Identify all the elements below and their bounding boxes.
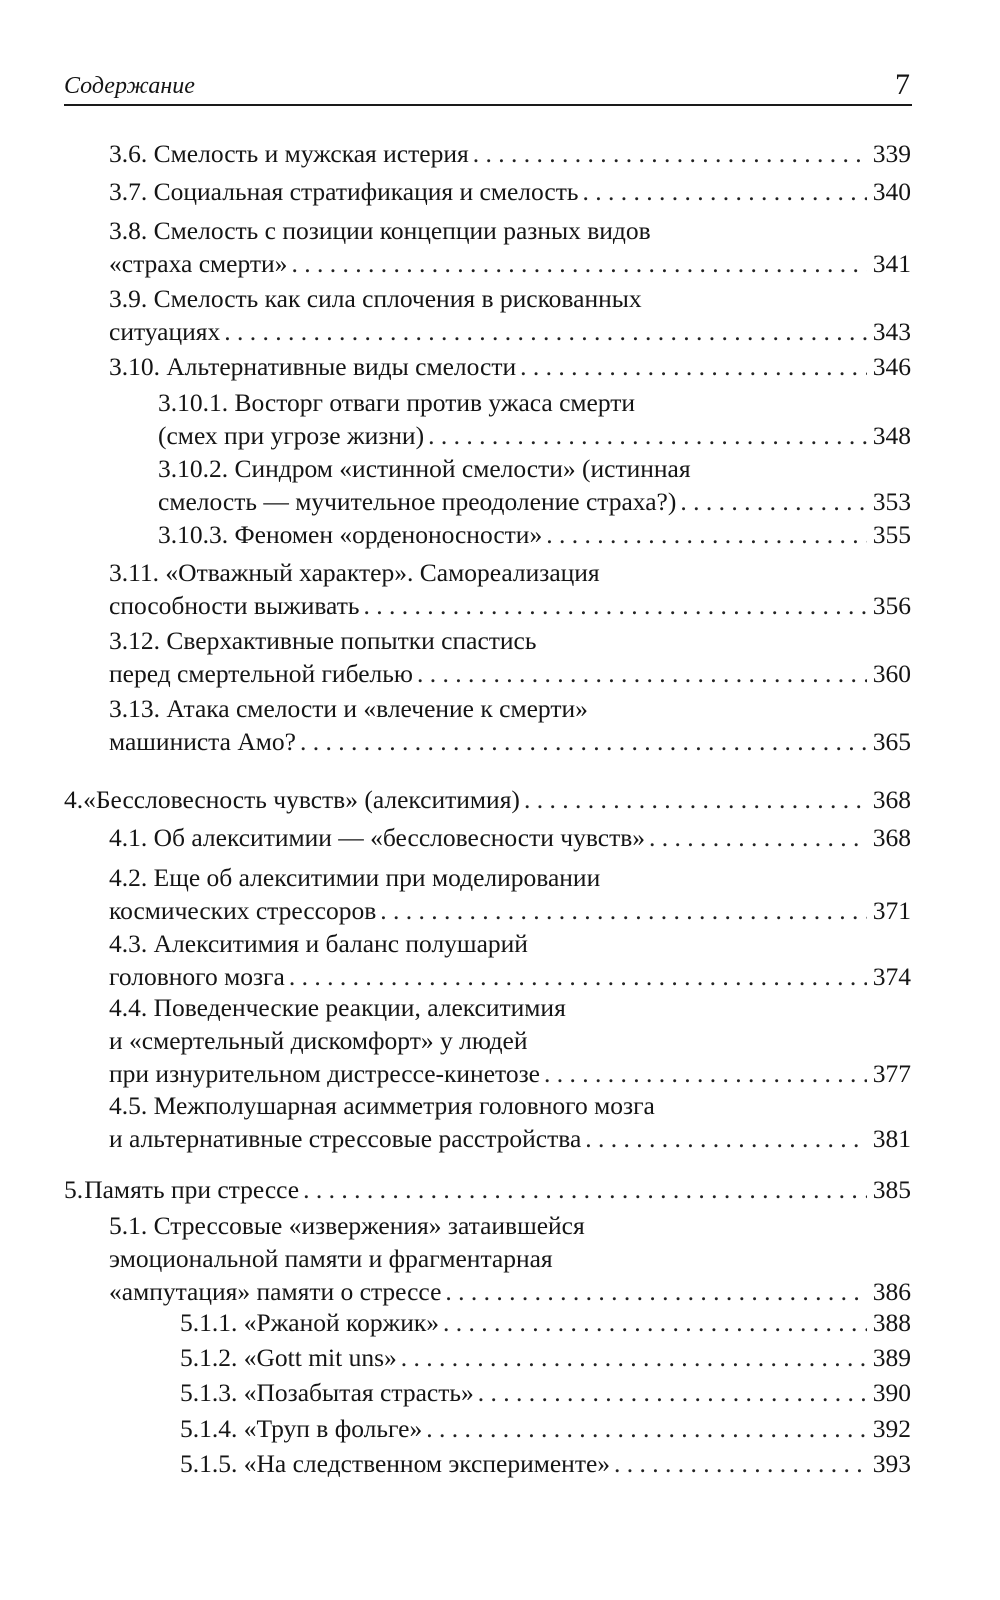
toc-entry-title: 5.1.3. «Позабытая страсть» — [180, 1378, 474, 1407]
toc-entry-5-1-4[interactable] — [180, 1412, 911, 1445]
toc-entry-title: 5.1.1. «Ржаной коржик» — [180, 1308, 440, 1337]
toc-page-number: 388 — [872, 1308, 911, 1337]
dot-leader — [445, 1275, 866, 1308]
toc-entry-title-cont: ситуациях — [109, 317, 221, 346]
toc-entry-title-cont: при изнурительном дистрессе-кинетозе — [109, 1059, 540, 1088]
toc-entry-title: 4.4. Поведенческие реакции, алекситимия — [109, 993, 566, 1022]
dot-leader — [428, 419, 867, 452]
running-title: Содержание — [64, 73, 195, 99]
toc-entry-title: 5.1.4. «Труп в фольге» — [180, 1414, 423, 1443]
toc-entry-title-cont: «страха смерти» — [109, 249, 288, 278]
toc-entry-title-cont: космических стрессоров — [109, 896, 377, 925]
toc-entry-title: 3.12. Сверхактивные попытки спастись — [109, 626, 537, 655]
toc-entry-3-12[interactable] — [109, 624, 911, 690]
toc-entry-title: 4.2. Еще об алекситимии при моделировании — [109, 863, 601, 892]
toc-page-number: 365 — [872, 727, 911, 756]
toc-entry-5-1-5[interactable] — [180, 1447, 911, 1480]
toc-page-number: 392 — [872, 1414, 911, 1443]
toc-page-number: 393 — [872, 1449, 911, 1478]
dot-leader — [546, 518, 867, 551]
toc-entry-3-10[interactable] — [109, 350, 911, 383]
chapter-number: 5. — [64, 1175, 84, 1204]
toc-page-number: 386 — [872, 1277, 911, 1306]
page-number: 7 — [895, 68, 910, 101]
toc-page-number: 381 — [872, 1124, 911, 1153]
dot-leader — [478, 1376, 867, 1409]
toc-entry-title-cont: и альтернативные стрессовые расстройства — [109, 1124, 582, 1153]
toc-entry-4-5[interactable] — [109, 1089, 911, 1155]
toc-page-number: 340 — [872, 177, 911, 206]
toc-entry-4-2[interactable] — [109, 861, 911, 927]
toc-page-number: 377 — [872, 1059, 911, 1088]
toc-page-number: 371 — [872, 896, 911, 925]
toc-entry-title: 4.3. Алекситимия и баланс полушарий — [109, 929, 528, 958]
toc-page-number: 348 — [872, 421, 911, 450]
toc-page-number: 341 — [872, 249, 911, 278]
toc-entry-title-cont: и «смертельный дискомфорт» у людей — [109, 1026, 528, 1055]
toc-entry-title: 3.6. Смелость и мужская истерия — [109, 139, 469, 168]
dot-leader — [585, 1122, 866, 1155]
toc-entry-3-9[interactable] — [109, 282, 911, 348]
toc-page-number: 390 — [872, 1378, 911, 1407]
toc-page-number: 355 — [872, 520, 911, 549]
toc-entry-title: 3.10. Альтернативные виды смелости — [109, 352, 517, 381]
toc-entry-title-cont: головного мозга — [109, 962, 285, 991]
toc-page-number: 356 — [872, 591, 911, 620]
toc-page-number: 343 — [872, 317, 911, 346]
toc-page-number: 389 — [872, 1343, 911, 1372]
dot-leader — [520, 350, 867, 383]
dot-leader — [583, 175, 867, 208]
dot-leader — [363, 589, 866, 622]
toc-page-number: 360 — [872, 659, 911, 688]
toc-entry-4-1[interactable] — [109, 821, 911, 854]
toc-page-number: 353 — [872, 487, 911, 516]
toc-entry-3-11[interactable] — [109, 556, 911, 622]
toc-entry-3-10-3[interactable] — [158, 518, 911, 551]
dot-leader — [649, 821, 867, 854]
toc-entry-3-10-2[interactable] — [158, 452, 911, 518]
toc-chapter-4[interactable] — [64, 783, 911, 816]
toc-page-number: 368 — [872, 785, 911, 814]
toc-entry-title: 4.5. Межполушарная асимметрия головного мозга — [109, 1091, 655, 1120]
toc-entry-title: 5.1.2. «Gott mit uns» — [180, 1343, 397, 1372]
toc-page-number: 339 — [872, 139, 911, 168]
toc-entry-title: 3.10.2. Синдром «истинной смелости» (истинная — [158, 454, 691, 483]
toc-entry-4-4[interactable] — [109, 991, 911, 1090]
dot-leader — [380, 894, 867, 927]
toc-entry-5-1[interactable] — [109, 1209, 911, 1308]
toc-chapter-5[interactable] — [64, 1173, 911, 1206]
dot-leader — [524, 783, 867, 816]
dot-leader — [291, 247, 866, 280]
toc-entry-title-cont: машиниста Амо? — [109, 727, 296, 756]
toc-entry-title: 3.13. Атака смелости и «влечение к смерти» — [109, 694, 588, 723]
toc-entry-5-1-1[interactable] — [180, 1306, 911, 1339]
toc-entry-title: 4.1. Об алекситимии — «бессловесности чувств» — [109, 823, 646, 852]
toc-page-number: 368 — [872, 823, 911, 852]
dot-leader — [544, 1057, 867, 1090]
chapter-number: 4. — [64, 785, 84, 814]
dot-leader — [473, 137, 867, 170]
toc-entry-title: 5.1. Стрессовые «извержения» затаившейся — [109, 1211, 585, 1240]
toc-entry-title-cont: эмоциональной памяти и фрагментарная — [109, 1244, 553, 1273]
dot-leader — [614, 1447, 867, 1480]
dot-leader — [224, 315, 866, 348]
dot-leader — [300, 725, 867, 758]
dot-leader — [401, 1341, 867, 1374]
toc-entry-title: 3.9. Смелость как сила сплочения в рискованных — [109, 284, 642, 313]
toc-entry-title-cont: способности выживать — [109, 591, 360, 620]
toc-entry-title: 3.10.1. Восторг отваги против ужаса смерти — [158, 388, 636, 417]
toc-entry-3-10-1[interactable] — [158, 386, 911, 452]
toc-entry-5-1-3[interactable] — [180, 1376, 911, 1409]
toc-page-number: 346 — [872, 352, 911, 381]
toc-page-number: 385 — [872, 1175, 911, 1204]
toc-entry-title-cont: (смех при угрозе жизни) — [158, 421, 425, 450]
dot-leader — [680, 485, 866, 518]
toc-entry-title: 3.11. «Отважный характер». Самореализация — [109, 558, 600, 587]
toc-entry-title-cont: смелость — мучительное преодоление страха?) — [158, 487, 677, 516]
toc-entry-title: 3.8. Смелость с позиции концепции разных видов — [109, 216, 651, 245]
toc-entry-title: 3.7. Социальная стратификация и смелость — [109, 177, 579, 206]
toc-page-number: 374 — [872, 962, 911, 991]
toc-entry-title: «Бессловесность чувств» (алекситимия) — [83, 785, 520, 814]
toc-entry-title: 3.10.3. Феномен «орденоносности» — [158, 520, 543, 549]
toc-entry-3-7[interactable] — [109, 175, 911, 208]
toc-entry-5-1-2[interactable] — [180, 1341, 911, 1374]
toc-entry-title: Память при стрессе — [84, 1175, 300, 1204]
dot-leader — [303, 1173, 867, 1206]
toc-entry-title: 5.1.5. «На следственном эксперименте» — [180, 1449, 611, 1478]
toc-entry-3-13[interactable] — [109, 692, 911, 758]
toc-entry-title-cont: «ампутация» памяти о стрессе — [109, 1277, 442, 1306]
dot-leader — [426, 1412, 867, 1445]
toc-entry-3-6[interactable] — [109, 137, 911, 170]
dot-leader — [417, 657, 867, 690]
dot-leader — [443, 1306, 867, 1339]
dot-leader — [289, 960, 867, 993]
toc-entry-4-3[interactable] — [109, 927, 911, 993]
toc-entry-3-8[interactable] — [109, 214, 911, 280]
toc-entry-title-cont: перед смертельной гибелью — [109, 659, 413, 688]
